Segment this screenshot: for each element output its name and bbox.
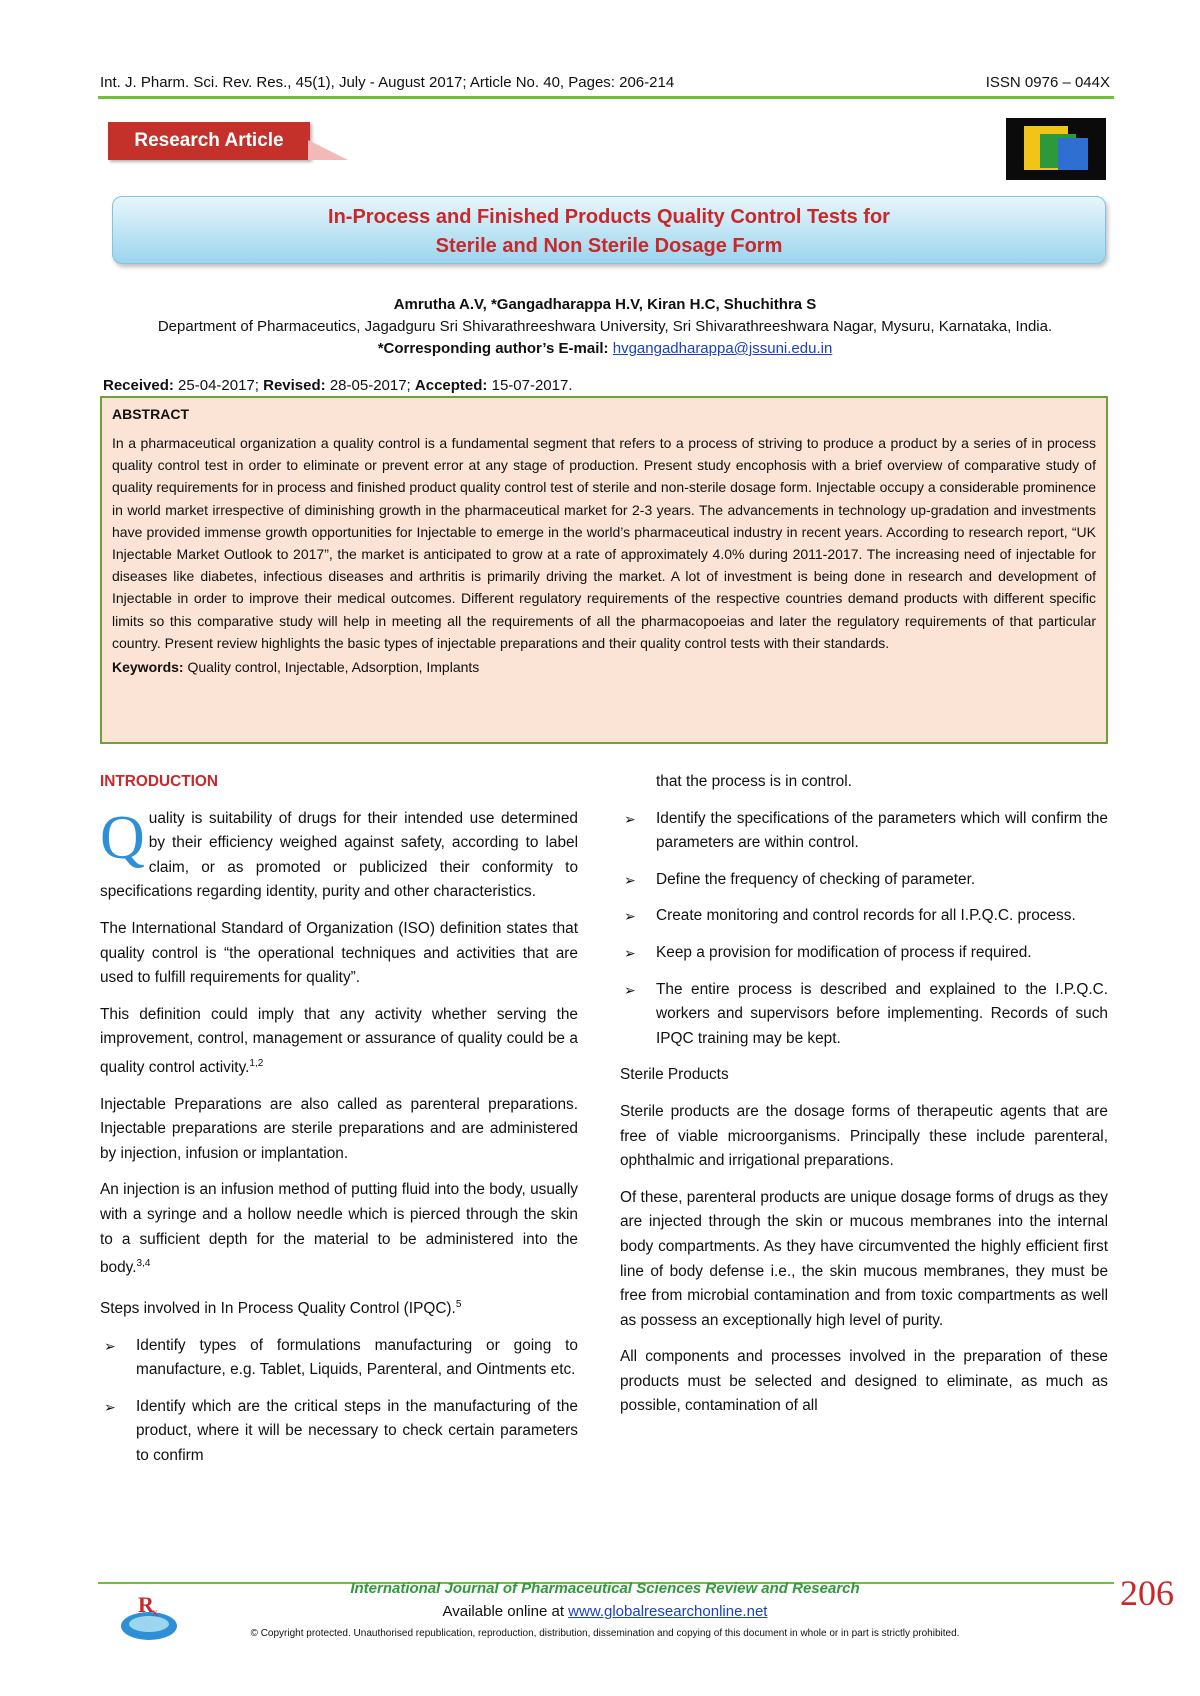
keywords-list: Quality control, Injectable, Adsorption, Implants: [187, 659, 480, 676]
list-item: [100, 1395, 578, 1469]
intro-paragraph-5-text: An injection is an infusion method of putting fluid into the body, usually with a syringe and a hollow needle which is pierced through the skin to a sufficient depth for the material to be administered into the body.: [100, 1181, 578, 1277]
accepted-date: 15-07-2017.: [491, 377, 573, 394]
available-label: Available online at: [442, 1603, 564, 1620]
page-number: 206: [1120, 1573, 1174, 1613]
corresponding-author: [100, 340, 1110, 357]
arrow-bullet-icon: ➢: [624, 981, 636, 998]
arrow-bullet-icon: ➢: [624, 944, 636, 961]
svg-text:R: R: [138, 1592, 154, 1617]
abstract-box: [100, 396, 1108, 744]
affiliation: Department of Pharmaceutics, Jagadguru Sri Shivarathreeshwara University, Sri Shivarathreeshwara Nagar, Mysuru, Karnataka, India.: [157, 318, 1053, 335]
intro-paragraph-3: [100, 1003, 578, 1081]
title-line-1: In-Process and Finished Products Quality Control Tests for: [328, 206, 890, 228]
footer-journal-name: International Journal of Pharmaceutical Sciences Review and Research: [350, 1580, 860, 1597]
drop-cap: Q: [100, 803, 145, 872]
intro-paragraph-1-text: uality is suitability of drugs for their intended use determined by their efficiency weighed against safety, according to label claim, or as promoted or publicized their conformity to specifications regarding identity, purity and other characteristics.: [100, 809, 578, 901]
dates: [103, 377, 573, 394]
issn: ISSN 0976 – 044X: [985, 74, 1110, 91]
citation: Int. J. Pharm. Sci. Rev. Res., 45(1), July - August 2017; Article No. 40, Pages: 206-214: [100, 74, 675, 91]
sterile-paragraph-3: All components and processes involved in the preparation of these products must be selected and designed to eliminate, as much as possible, contamination of all: [620, 1348, 1108, 1415]
arrow-bullet-icon: ➢: [624, 908, 636, 925]
keywords: [112, 659, 1096, 675]
list-item-text: Define the frequency of checking of parameter.: [656, 870, 976, 888]
citation-ref: 3,4: [136, 1258, 151, 1270]
footer-availability: [100, 1603, 1110, 1620]
list-item: [620, 941, 1108, 966]
list-item-text: Identify types of formulations manufacturing or going to manufacture, e.g. Tablet, Liquids, Parenteral, and Ointments etc.: [136, 1336, 578, 1379]
sterile-products-heading: Sterile Products: [620, 1066, 729, 1084]
citation-ref: 1,2: [249, 1057, 264, 1069]
intro-paragraph-2: The International Standard of Organization (ISO) definition states that quality control is “the operational techniques and activities that are used to fulfill requirements for quality”.: [100, 919, 578, 987]
arrow-bullet-icon: ➢: [104, 1337, 116, 1354]
journal-logo-icon: [1006, 118, 1106, 180]
header-rule: [98, 96, 1114, 99]
list-item: [620, 807, 1108, 856]
arrow-bullet-icon: ➢: [624, 871, 636, 888]
list-item: [620, 868, 1108, 893]
sterile-paragraph-2: Of these, parenteral products are unique dosage forms of drugs as they are injected through the skin or mucous membranes into the internal body compartments. As they have circumvented the highly efficient first line of body defense i.e., the skin mucous membranes, they must be free from microbial contamination and from toxic compartments as well as possess an exceptionally high level of purity.: [620, 1188, 1108, 1329]
article-type-badge: Research Article: [108, 122, 310, 160]
abstract-text: In a pharmaceutical organization a quality control is a fundamental segment that refers to a process of striving to produce a product by a series of in process quality control test in order to eliminate or prevent error at any stage of production. Present study encophosis with a brief overview of comparative study of quality requirements for in process and finished product quality control test of sterile and non-sterile dosage form. Injectable occupy a considerable prominence in world market irrespective of diminishing growth in the pharmaceutical market for 2-3 years. The advancements in technology up-gradation and investments have provided immense growth opportunities for Injectable to emerge in the world’s pharmaceutical industry in recent years. According to research report, “UK Injectable Market Outlook to 2017”, the market is anticipated to grow at a rate of approximately 4.0% during 2011-2017. The increasing need of injectable for diseases like diabetes, infectious diseases and arthritis is primarily driving the market. A lot of investment is being done in research and development of Injectable in order to improve their medical outcomes. Different regulatory requirements of the respective countries demand products with different specific limits so this comparative study will help in meeting all the requirements of all the pharmacopoeias and later the regulatory requirements of that particular country. Present review highlights the basic types of injectable preparations and their quality control tests with their standards.: [112, 435, 1096, 651]
arrow-bullet-icon: ➢: [104, 1398, 116, 1415]
intro-paragraph-4: Injectable Preparations are also called as parenteral preparations. Injectable preparations are sterile preparations and are administered by injection, infusion or implantation.: [100, 1095, 578, 1162]
revised-date: 28-05-2017;: [329, 377, 411, 394]
list-item: [620, 904, 1108, 929]
authors: Amrutha A.V, *Gangadharappa H.V, Kiran H.C, Shuchithra S: [393, 296, 817, 313]
abstract-heading: ABSTRACT: [112, 406, 189, 422]
list-item-text: The entire process is described and explained to the I.P.Q.C. workers and supervisors before implementing. Records of such IPQC training may be kept.: [656, 980, 1108, 1047]
ipqc-steps-heading-text: Steps involved in In Process Quality Control (IPQC).: [100, 1300, 456, 1318]
intro-paragraph-5: [100, 1178, 578, 1281]
intro-paragraph-1: [100, 803, 578, 905]
intro-paragraph-3-text: This definition could imply that any activity whether serving the improvement, control, management or assurance of quality could be a quality control activity.: [100, 1005, 578, 1077]
introduction-heading: INTRODUCTION: [100, 773, 218, 790]
ipqc-steps-heading: [100, 1293, 578, 1322]
list-item: [100, 1334, 578, 1383]
website-link[interactable]: www.globalresearchonline.net: [568, 1603, 768, 1620]
left-column: [100, 770, 578, 1481]
right-column: [620, 770, 1108, 1431]
sterile-paragraph-1: Sterile products are the dosage forms of therapeutic agents that are free of viable microorganisms. Principally these include parenteral, ophthalmic and irrigational preparations.: [620, 1102, 1108, 1170]
accepted-label: Accepted:: [414, 377, 488, 394]
list-item-text: Identify which are the critical steps in the manufacturing of the product, where it will be necessary to check certain parameters to confirm: [136, 1397, 578, 1465]
revised-label: Revised:: [263, 377, 326, 394]
list-item-text: Create monitoring and control records for all I.P.Q.C. process.: [656, 907, 1076, 925]
title-box: [112, 196, 1106, 264]
citation-ref: 5: [455, 1298, 462, 1310]
copyright-notice: © Copyright protected. Unauthorised republication, reproduction, distribution, dissemination and copying of this document in whole or in part is strictly prohibited.: [250, 1628, 960, 1639]
svg-text:x: x: [152, 1605, 158, 1619]
received-label: Received:: [103, 377, 174, 394]
list-item-text: Keep a provision for modification of process if required.: [656, 943, 1032, 961]
badge-tail: [308, 140, 348, 160]
list-item: [620, 978, 1108, 1052]
keywords-label: Keywords:: [112, 659, 184, 676]
list-continuation: that the process is in control.: [656, 773, 852, 790]
email-link[interactable]: hvgangadharappa@jssuni.edu.in: [612, 340, 833, 357]
received-date: 25-04-2017;: [178, 377, 259, 394]
title-line-2: Sterile and Non Sterile Dosage Form: [435, 235, 783, 257]
list-item-text: Identify the specifications of the parameters which will confirm the parameters are within control.: [656, 809, 1108, 852]
arrow-bullet-icon: ➢: [624, 810, 636, 827]
corresponding-label: *Corresponding author’s E-mail:: [377, 340, 609, 357]
